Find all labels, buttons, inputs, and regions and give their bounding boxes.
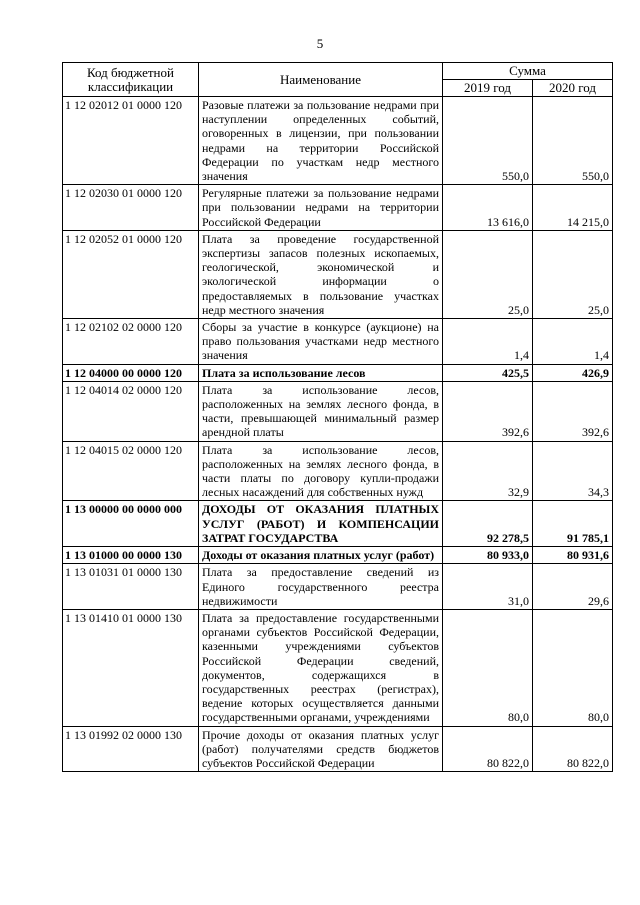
row-code: 1 13 01031 01 0000 130	[63, 564, 199, 610]
table-row	[63, 726, 613, 772]
row-value-2020: 80 822,0	[533, 726, 613, 772]
header-code: Код бюджетной классификации	[63, 63, 199, 97]
row-code: 1 12 04000 00 0000 120	[63, 364, 199, 381]
row-code: 1 13 01000 00 0000 130	[63, 547, 199, 564]
row-value-2019: 92 278,5	[443, 501, 533, 547]
row-value-2020: 80 931,6	[533, 547, 613, 564]
row-code: 1 13 00000 00 0000 000	[63, 501, 199, 547]
row-name: Плата за использование лесов	[199, 364, 443, 381]
row-value-2019: 550,0	[443, 97, 533, 185]
row-code: 1 13 01410 01 0000 130	[63, 609, 199, 726]
row-value-2019: 13 616,0	[443, 185, 533, 231]
row-value-2020: 1,4	[533, 319, 613, 365]
header-2019: 2019 год	[443, 80, 533, 97]
table-row	[63, 364, 613, 381]
row-name: Плата за проведение государственной экспертизы запасов полезных ископаемых, геологической, экономической и экологической информации о предоставляемых в пользование участках недр местного значения	[199, 230, 443, 318]
row-value-2019: 31,0	[443, 564, 533, 610]
row-value-2019: 25,0	[443, 230, 533, 318]
table-row	[63, 564, 613, 610]
row-value-2020: 14 215,0	[533, 185, 613, 231]
table-body	[63, 97, 613, 772]
row-code: 1 12 02052 01 0000 120	[63, 230, 199, 318]
row-value-2020: 34,3	[533, 441, 613, 501]
row-code: 1 12 04014 02 0000 120	[63, 381, 199, 441]
row-code: 1 12 02030 01 0000 120	[63, 185, 199, 231]
table-row	[63, 230, 613, 318]
row-name: Сборы за участие в конкурсе (аукционе) на право пользования участками недр местного значения	[199, 319, 443, 365]
row-name: Плата за предоставление государственными органами субъектов Российской Федерации, казенными учреждениями субъектов Российской Федерации сведений, документов, содержащихся в государственных реестрах (регистрах), ведение которых осуществляется данными государственными органами, учреждениями	[199, 609, 443, 726]
header-sum: Сумма	[443, 63, 613, 80]
row-name: ДОХОДЫ ОТ ОКАЗАНИЯ ПЛАТНЫХ УСЛУГ (РАБОТ) И КОМПЕНСАЦИИ ЗАТРАТ ГОСУДАРСТВА	[199, 501, 443, 547]
table-row	[63, 547, 613, 564]
row-value-2019: 80 933,0	[443, 547, 533, 564]
table-row	[63, 501, 613, 547]
row-name: Прочие доходы от оказания платных услуг (работ) получателями средств бюджетов субъектов Российской Федерации	[199, 726, 443, 772]
row-name: Плата за использование лесов, расположенных на землях лесного фонда, в части платы по договору купли-продажи лесных насаждений для собственных нужд	[199, 441, 443, 501]
row-value-2020: 91 785,1	[533, 501, 613, 547]
row-name: Регулярные платежи за пользование недрами при пользовании недрами на территории Российской Федерации	[199, 185, 443, 231]
row-value-2019: 80 822,0	[443, 726, 533, 772]
table-row	[63, 381, 613, 441]
row-code: 1 12 02102 02 0000 120	[63, 319, 199, 365]
header-name: Наименование	[199, 63, 443, 97]
row-value-2020: 392,6	[533, 381, 613, 441]
row-code: 1 13 01992 02 0000 130	[63, 726, 199, 772]
table-row	[63, 185, 613, 231]
row-name: Доходы от оказания платных услуг (работ)	[199, 547, 443, 564]
row-value-2020: 80,0	[533, 609, 613, 726]
page-number: 5	[316, 36, 324, 51]
row-code: 1 12 04015 02 0000 120	[63, 441, 199, 501]
header-2020: 2020 год	[533, 80, 613, 97]
row-name: Плата за предоставление сведений из Единого государственного реестра недвижимости	[199, 564, 443, 610]
row-value-2019: 80,0	[443, 609, 533, 726]
row-value-2019: 392,6	[443, 381, 533, 441]
table-header	[63, 63, 613, 97]
table-row	[63, 441, 613, 501]
row-value-2019: 32,9	[443, 441, 533, 501]
table-row	[63, 319, 613, 365]
budget-table	[62, 62, 613, 772]
row-value-2020: 29,6	[533, 564, 613, 610]
row-value-2020: 426,9	[533, 364, 613, 381]
row-name: Разовые платежи за пользование недрами при наступлении определенных событий, оговоренных в лицензии, при пользовании недрами на территории Российской Федерации по участкам недр местного значения	[199, 97, 443, 185]
table-row	[63, 97, 613, 185]
table-row	[63, 609, 613, 726]
row-name: Плата за использование лесов, расположенных на землях лесного фонда, в части, превышающей минимальный размер арендной платы	[199, 381, 443, 441]
row-value-2020: 550,0	[533, 97, 613, 185]
row-value-2019: 1,4	[443, 319, 533, 365]
row-value-2019: 425,5	[443, 364, 533, 381]
row-value-2020: 25,0	[533, 230, 613, 318]
row-code: 1 12 02012 01 0000 120	[63, 97, 199, 185]
